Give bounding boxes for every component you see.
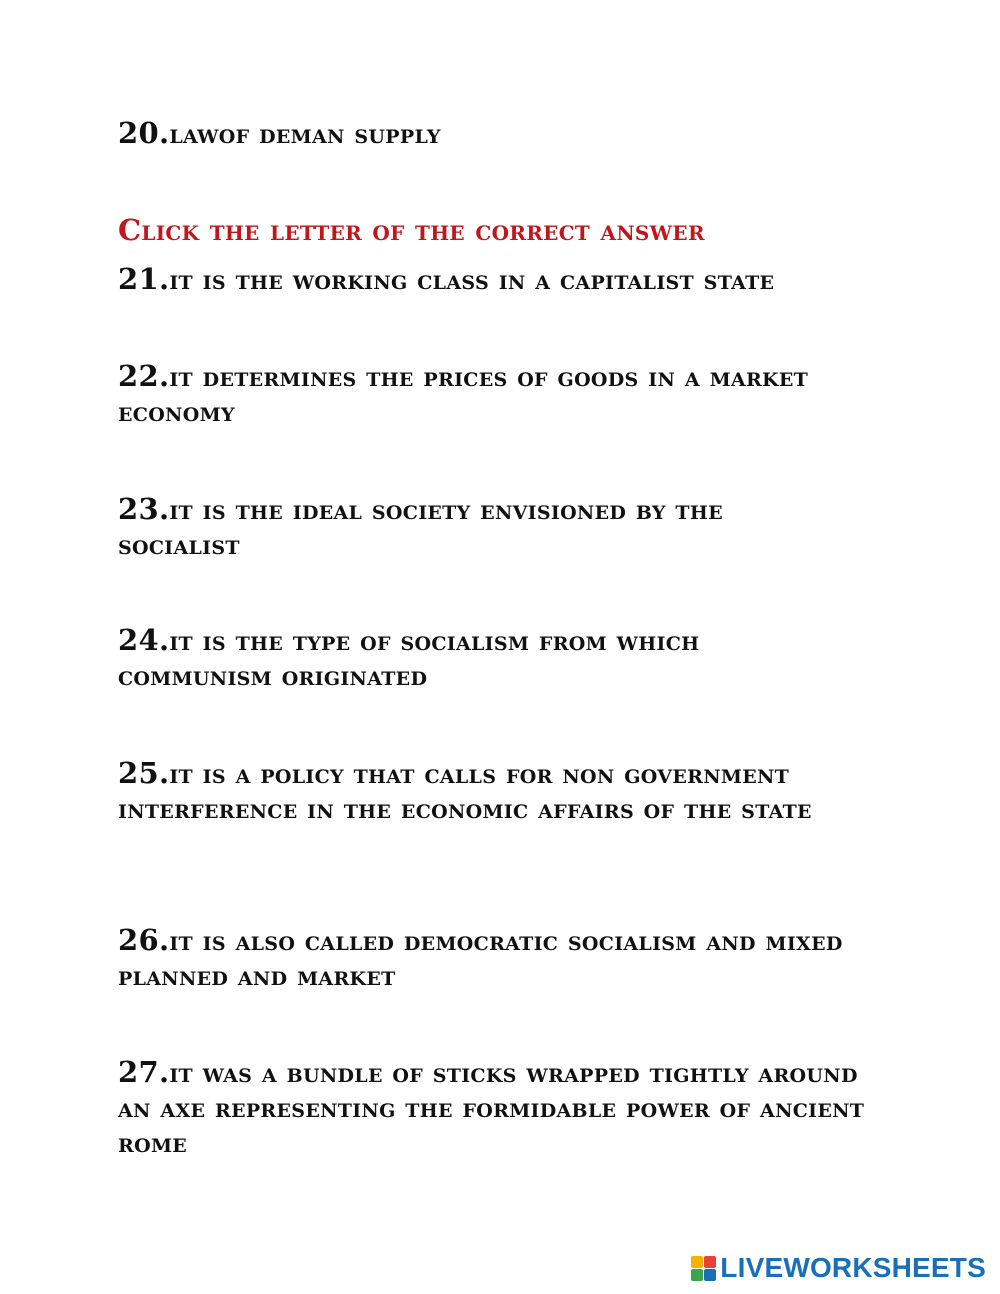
liveworksheets-logo [691, 1252, 986, 1284]
question-number: 24. [118, 623, 170, 657]
question-text: it determines the prices of goods in a market economy [118, 362, 809, 428]
question-text: it is also called democratic socialism and mixed planned and market [118, 926, 843, 992]
question-number: 25. [118, 756, 170, 790]
question-text: it is the ideal society envisioned by the socialist [118, 495, 723, 561]
question-number: 23. [118, 492, 170, 526]
question-27 [118, 1055, 878, 1161]
question-20 [118, 116, 918, 152]
question-text: lawof deman supply [169, 119, 441, 150]
question-text: it was a bundle of sticks wrapped tightly around an axe representing the formidable power of ancient rome [118, 1058, 865, 1159]
logo-square-icon [704, 1256, 716, 1268]
question-26 [118, 923, 908, 994]
question-25 [118, 756, 838, 827]
question-number: 22. [118, 359, 170, 393]
question-21 [118, 262, 918, 298]
question-number: 20. [118, 116, 170, 150]
logo-text: LIVEWORKSHEETS [720, 1252, 986, 1283]
question-22 [118, 359, 818, 430]
logo-square-icon [704, 1269, 716, 1281]
question-number: 21. [118, 262, 170, 296]
instruction-text: Click the letter of the correct answer [118, 213, 705, 247]
question-number: 26. [118, 923, 170, 957]
logo-square-icon [691, 1269, 703, 1281]
question-number: 27. [118, 1055, 170, 1089]
question-text: it is the working class in a capitalist state [169, 265, 775, 296]
logo-grid-icon [691, 1256, 716, 1281]
question-text: it is a policy that calls for non government interference in the economic affairs of the state [118, 759, 812, 825]
question-23 [118, 492, 838, 563]
question-text: it is the type of socialism from which communism originated [118, 626, 700, 692]
logo-square-icon [691, 1256, 703, 1268]
question-24 [118, 623, 818, 694]
